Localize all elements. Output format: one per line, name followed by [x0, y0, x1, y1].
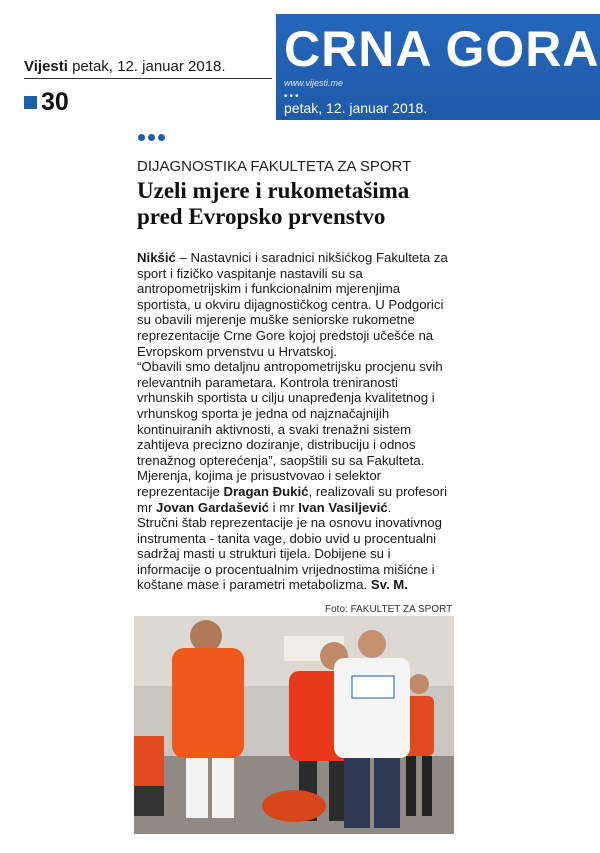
masthead — [24, 58, 226, 75]
page-number-block — [24, 88, 69, 117]
author-signature: Sv. M. — [370, 577, 408, 593]
article-headline: Uzeli mjere i rukometašima pred Evropsko prvenstvo — [137, 178, 410, 229]
person-name: Dragan Đukić — [223, 483, 309, 499]
paragraph-4: Stručni štab reprezentacije je na osnovu inovativnog instrumenta - tanita vage, dobio uvid u procentualni sadržaj masti u strukturi tijela. Dobijene su i informacije o procentualnim vrijednostima mišićne i koštane mase i parametri metabolizma. Sv. M. — [137, 515, 442, 593]
paragraph-2: “Obavili smo detaljnu antropometrijsku procjenu svih relevantnih parametara. Kontrola treniranosti vrhunskih sportista u cilju unapređenja kvalitetnog i vrhunskog sporta je jedna od najznačajnijih kontinuiranih aktivnosti, a svaki trenažni sistem zahtijeva precizno doziranje, distribuciju i odnos trenažnog opterećenja”, saopštili su sa Fakulteta. — [137, 359, 443, 468]
paragraph-1: Nikšić – Nastavnici i saradnici nikšićkog Fakulteta za sport i fizičko vaspitanje nastavili su sa antropometrijskim i funkcionalnim mjerenjima sportista, u okviru dijagnostičkog centra. U Podgorici su obavili mjerenje muške seniorske rukometne reprezentacije Crne Gore kojoj predstoji učešće na Evropskom prvenstvu u Hrvatskoj. — [137, 250, 448, 359]
article-photo — [134, 616, 454, 834]
masthead-rule — [24, 78, 272, 79]
publication-name: Vijesti — [24, 58, 68, 75]
issue-date: petak, 12. januar 2018. — [72, 58, 226, 75]
person-name: Ivan Vasiljević — [298, 499, 388, 515]
photo-credit: Foto: FAKULTET ZA SPORT — [325, 604, 453, 615]
article-dots — [138, 134, 165, 141]
paragraph-3: Mjerenja, kojima je prisustvovao i selektor reprezentacije Dragan Đukić, realizovali su profesori mr Jovan Gardašević i mr Ivan Vasiljević. — [137, 468, 448, 515]
sports-bag — [262, 790, 326, 822]
banner-dots: ••• — [284, 91, 301, 102]
article-body — [137, 250, 453, 593]
section-title: CRNA GORA — [284, 21, 600, 77]
page-number: 30 — [41, 88, 69, 116]
dateline: Nikšić — [137, 250, 176, 265]
page-marker-square — [24, 96, 37, 109]
person-name: Jovan Gardašević — [156, 499, 269, 515]
background-player — [134, 736, 164, 816]
banner-url: www.vijesti.me — [284, 78, 344, 88]
banner-date: petak, 12. januar 2018. — [284, 100, 428, 116]
article-kicker: DIJAGNOSTIKA FAKULTETA ZA SPORT — [137, 158, 412, 175]
section-banner — [276, 14, 600, 120]
